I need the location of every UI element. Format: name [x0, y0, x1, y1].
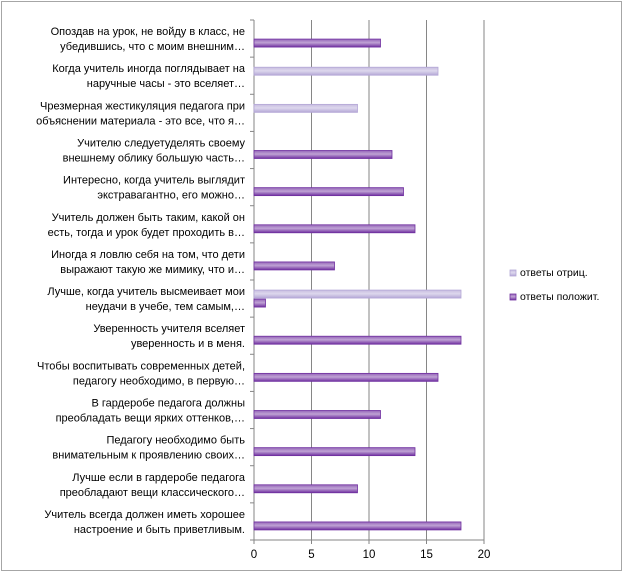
category-label: преобладать вещи ярких оттенков,…	[55, 412, 245, 425]
bar-positive	[254, 336, 461, 344]
legend-swatch	[510, 294, 516, 300]
bar-positive	[254, 522, 461, 530]
category-label: объяснении материала - это все, что я…	[36, 115, 245, 128]
category-label: уверенность и в меня.	[130, 338, 245, 351]
category-label: Когда учитель иногда поглядывает на	[52, 63, 245, 76]
bar-negative	[254, 104, 358, 112]
category-label: Педагогу необходимо быть	[106, 434, 245, 447]
category-label: Учитель всегда должен иметь хорошее	[44, 508, 245, 521]
x-tick-label: 10	[362, 549, 376, 561]
category-label: экстравагантно, его можно…	[97, 189, 245, 202]
category-label: внешнему облику большую часть…	[62, 152, 245, 165]
category-label: наручные часы - это вселяет…	[86, 78, 245, 91]
category-label: Учитель должен быть таким, какой он	[51, 211, 245, 224]
bar-positive	[254, 262, 335, 270]
legend-label: ответы положит.	[520, 291, 600, 303]
category-label: неудачи в учебе, тем самым,…	[85, 301, 245, 314]
bar-positive	[254, 485, 358, 493]
category-label: внимательным к проявлению своих…	[52, 449, 245, 462]
category-label: Учителю следуетуделять своему	[77, 137, 245, 150]
category-label: Уверенность учителя вселяет	[93, 323, 245, 336]
bar-positive	[254, 225, 415, 233]
bar-negative	[254, 290, 461, 298]
category-label: Лучше, когда учитель высмеивает мои	[47, 286, 245, 299]
category-label: убедившись, что с моим внешним…	[60, 41, 245, 54]
x-tick-label: 5	[308, 549, 315, 561]
x-tick-label: 20	[477, 549, 491, 561]
bar-negative	[254, 67, 438, 75]
legend-label: ответы отриц.	[520, 267, 588, 279]
category-label: Чтобы воспитывать современных детей,	[37, 360, 245, 373]
category-label: педагогу необходимо, в первую…	[72, 375, 245, 388]
bar-positive	[254, 299, 266, 307]
category-label: Интересно, когда учитель выглядит	[63, 174, 245, 187]
category-label: Опоздав на урок, не войду в класс, не	[50, 26, 245, 39]
category-label: В гардеробе педагога должны	[91, 397, 245, 410]
legend-swatch	[510, 270, 516, 276]
bar-positive	[254, 151, 392, 159]
category-label: Лучше если в гардеробе педагога	[72, 471, 245, 484]
x-tick-label: 0	[250, 549, 258, 561]
bar-positive	[254, 448, 415, 456]
x-tick-label: 15	[420, 549, 433, 561]
category-label: есть, тогда и урок будет проходить в…	[47, 226, 245, 239]
category-label: настроение и быть приветливым.	[73, 523, 245, 536]
bar-positive	[254, 411, 381, 419]
bar-positive	[254, 39, 381, 47]
category-label: преобладают вещи классического…	[59, 486, 245, 499]
bar-positive	[254, 373, 438, 381]
category-label: выражают такую же мимику, что и…	[60, 263, 245, 276]
bar-positive	[254, 188, 404, 196]
category-label: Иногда я ловлю себя на том, что дети	[51, 248, 245, 261]
category-label: Чрезмерная жестикуляция педагога при	[40, 100, 245, 113]
